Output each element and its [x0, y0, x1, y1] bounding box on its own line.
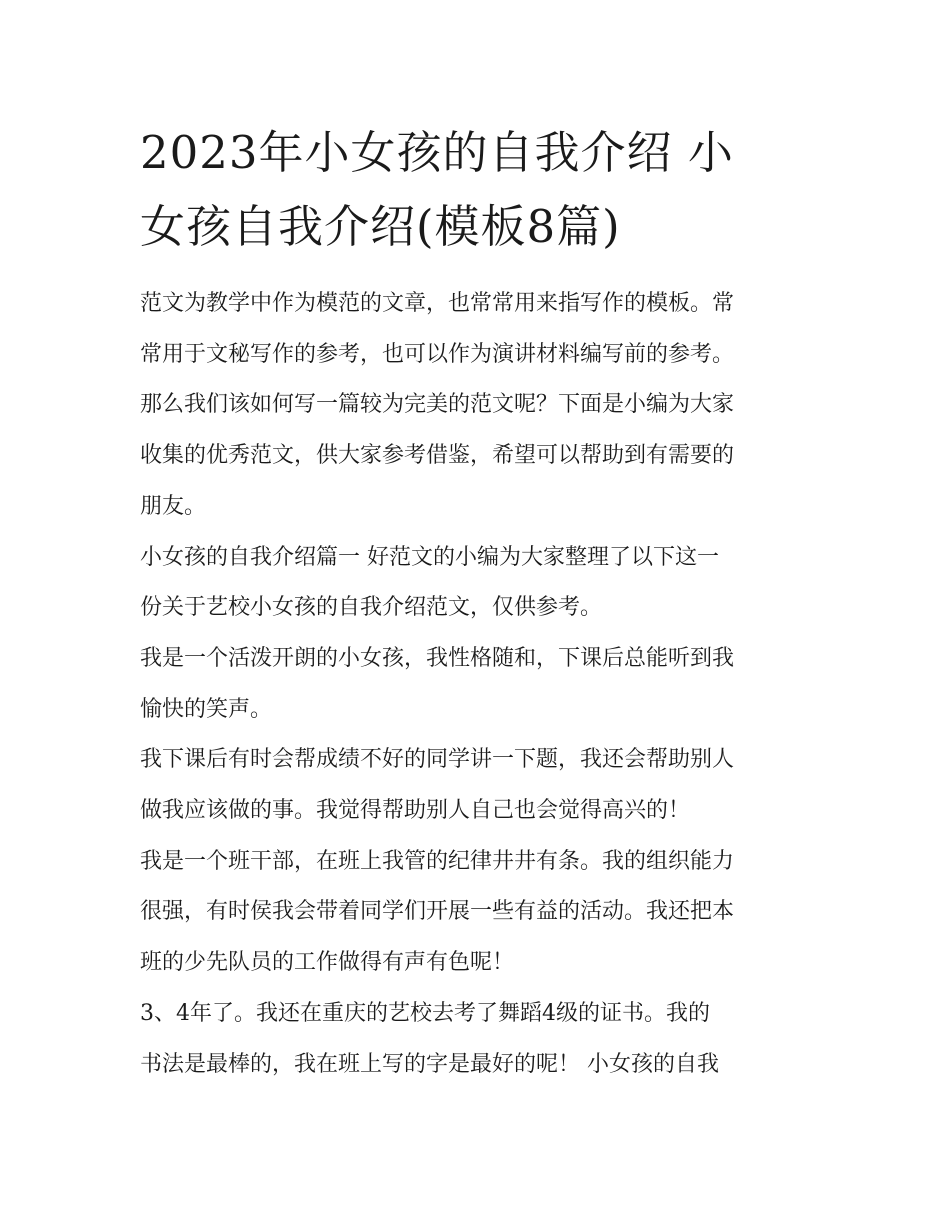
text-line: 愉快的笑声。: [140, 696, 273, 722]
text-line: 份关于艺校小女孩的自我介绍范文，仅供参考。: [140, 595, 603, 621]
paragraph-intro: [140, 279, 830, 533]
text-line: 范文为教学中作为模范的文章，也常常用来指写作的模板。常: [140, 291, 735, 316]
text-line: 常用于文秘写作的参考，也可以作为演讲材料编写前的参考。: [140, 341, 735, 367]
paragraph-personality: [140, 634, 830, 735]
text-line: 朋友。: [140, 493, 207, 519]
text-line: 我是一个活泼开朗的小女孩，我性格随和，下课后总能听到我: [140, 645, 735, 671]
document-title: [140, 116, 840, 264]
paragraph-helping: [140, 735, 830, 836]
text-line: 3、4年了。我还在重庆的艺校去考了舞蹈4级的证书。我的: [140, 1000, 710, 1026]
text-line: 班的少先队员的工作做得有声有色呢！: [140, 950, 515, 976]
text-line: 做我应该做的事。我觉得帮助别人自己也会觉得高兴的！: [140, 798, 691, 824]
text-line: 那么我们该如何写一篇较为完美的范文呢？下面是小编为大家: [140, 392, 735, 418]
title-line: 女孩自我介绍(模板8篇): [140, 200, 621, 253]
text-line: 我是一个班干部，在班上我管的纪律井井有条。我的组织能力: [140, 848, 735, 874]
document-body: [140, 279, 830, 1090]
title-line: 2023年小女孩的自我介绍 小: [140, 126, 734, 179]
text-line: 小女孩的自我介绍篇一 好范文的小编为大家整理了以下这一: [140, 544, 719, 570]
text-line: 我下课后有时会帮成绩不好的同学讲一下题，我还会帮助别人: [140, 747, 735, 773]
paragraph-class-cadre: [140, 837, 830, 989]
paragraph-achievements: [140, 989, 830, 1090]
paragraph-section-one: [140, 533, 830, 634]
text-line: 收集的优秀范文，供大家参考借鉴，希望可以帮助到有需要的: [140, 443, 735, 469]
text-line: 书法是最棒的，我在班上写的字是最好的呢！ 小女孩的自我: [140, 1051, 719, 1077]
text-line: 很强，有时侯我会带着同学们开展一些有益的活动。我还把本: [140, 899, 735, 925]
